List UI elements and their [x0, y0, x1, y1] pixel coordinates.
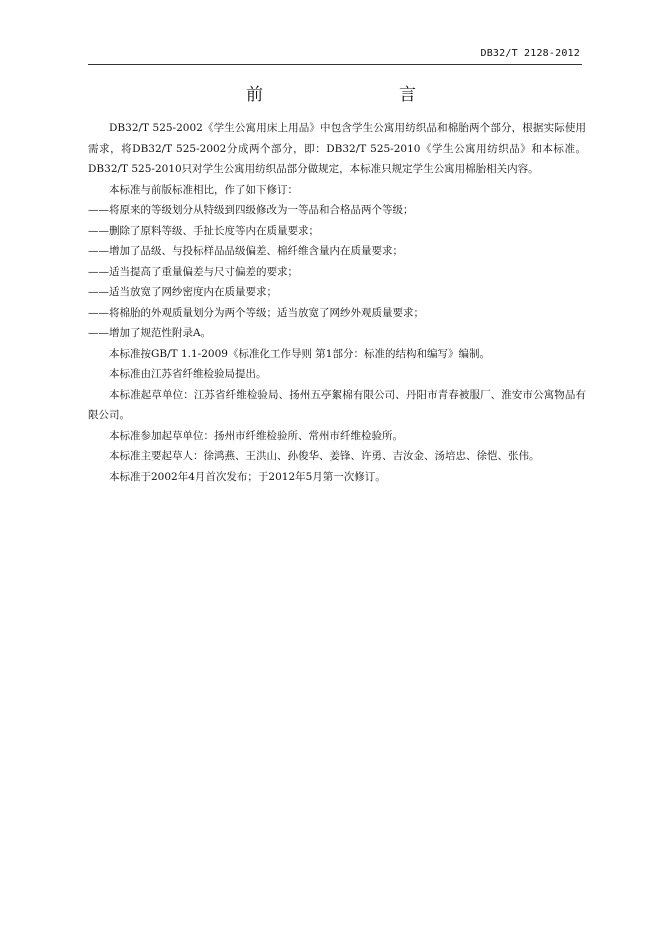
revision-item: ——增加了品级、与投标样品品级偏差、棉纤维含量内在质量要求； [88, 245, 403, 257]
intro-paragraph: DB32/T 525-2002《学生公寓用床上用品》中包含学生公寓用纺织品和棉胎两个部分，根据实际使用需求，将DB32/T 525-2002分成两个部分，即：DB32/T 525-2010《学生公寓用纺织品》和本标准。DB32/T 525-2010只对学生公寓用纺织品部分做规定，本标准只规定学生公寓用棉胎相关内容。 [88, 122, 586, 175]
revision-item: ——删除了原料等级、手扯长度等内在质量要求； [88, 224, 319, 237]
header-divider [88, 64, 582, 65]
publication-history-paragraph: 本标准于2002年4月首次发布；于2012年5月第一次修订。 [109, 470, 386, 483]
proposer-paragraph: 本标准由江苏省纤维检验局提出。 [109, 368, 267, 380]
revision-item: ——增加了规范性附录A。 [88, 327, 212, 339]
revision-item: ——适当放宽了网纱密度内在质量要求； [88, 286, 277, 298]
page-title: 前 言 [246, 85, 450, 105]
participating-units-paragraph: 本标准参加起草单位：扬州市纤维检验所、常州市纤维检验所。 [109, 429, 403, 442]
revision-item: ——将棉胎的外观质量划分为两个等级；适当放宽了网纱外观质量要求； [88, 306, 424, 319]
revision-item: ——适当提高了重量偏差与尺寸偏差的要求； [88, 265, 298, 278]
document-body [88, 118, 586, 487]
drafting-rules-paragraph: 本标准按GB/T 1.1-2009《标准化工作导则 第1部分：标准的结构和编写》编制。 [109, 347, 490, 360]
drafting-units-paragraph: 本标准起草单位：江苏省纤维检验局、扬州五亭絮棉有限公司、丹阳市青春被服厂、淮安市公寓物品有限公司。 [88, 388, 586, 421]
revision-intro: 本标准与前版标准相比，作了如下修订： [109, 183, 298, 196]
drafters-paragraph: 本标准主要起草人：徐鸿燕、王洪山、孙俊华、姜锋、许勇、吉汝金、汤培忠、徐恺、张伟。 [109, 450, 540, 462]
revision-item: ——将原来的等级划分从特级到四级修改为一等品和合格品两个等级； [88, 204, 414, 216]
standard-number: DB32/T 2128-2012 [480, 48, 580, 59]
